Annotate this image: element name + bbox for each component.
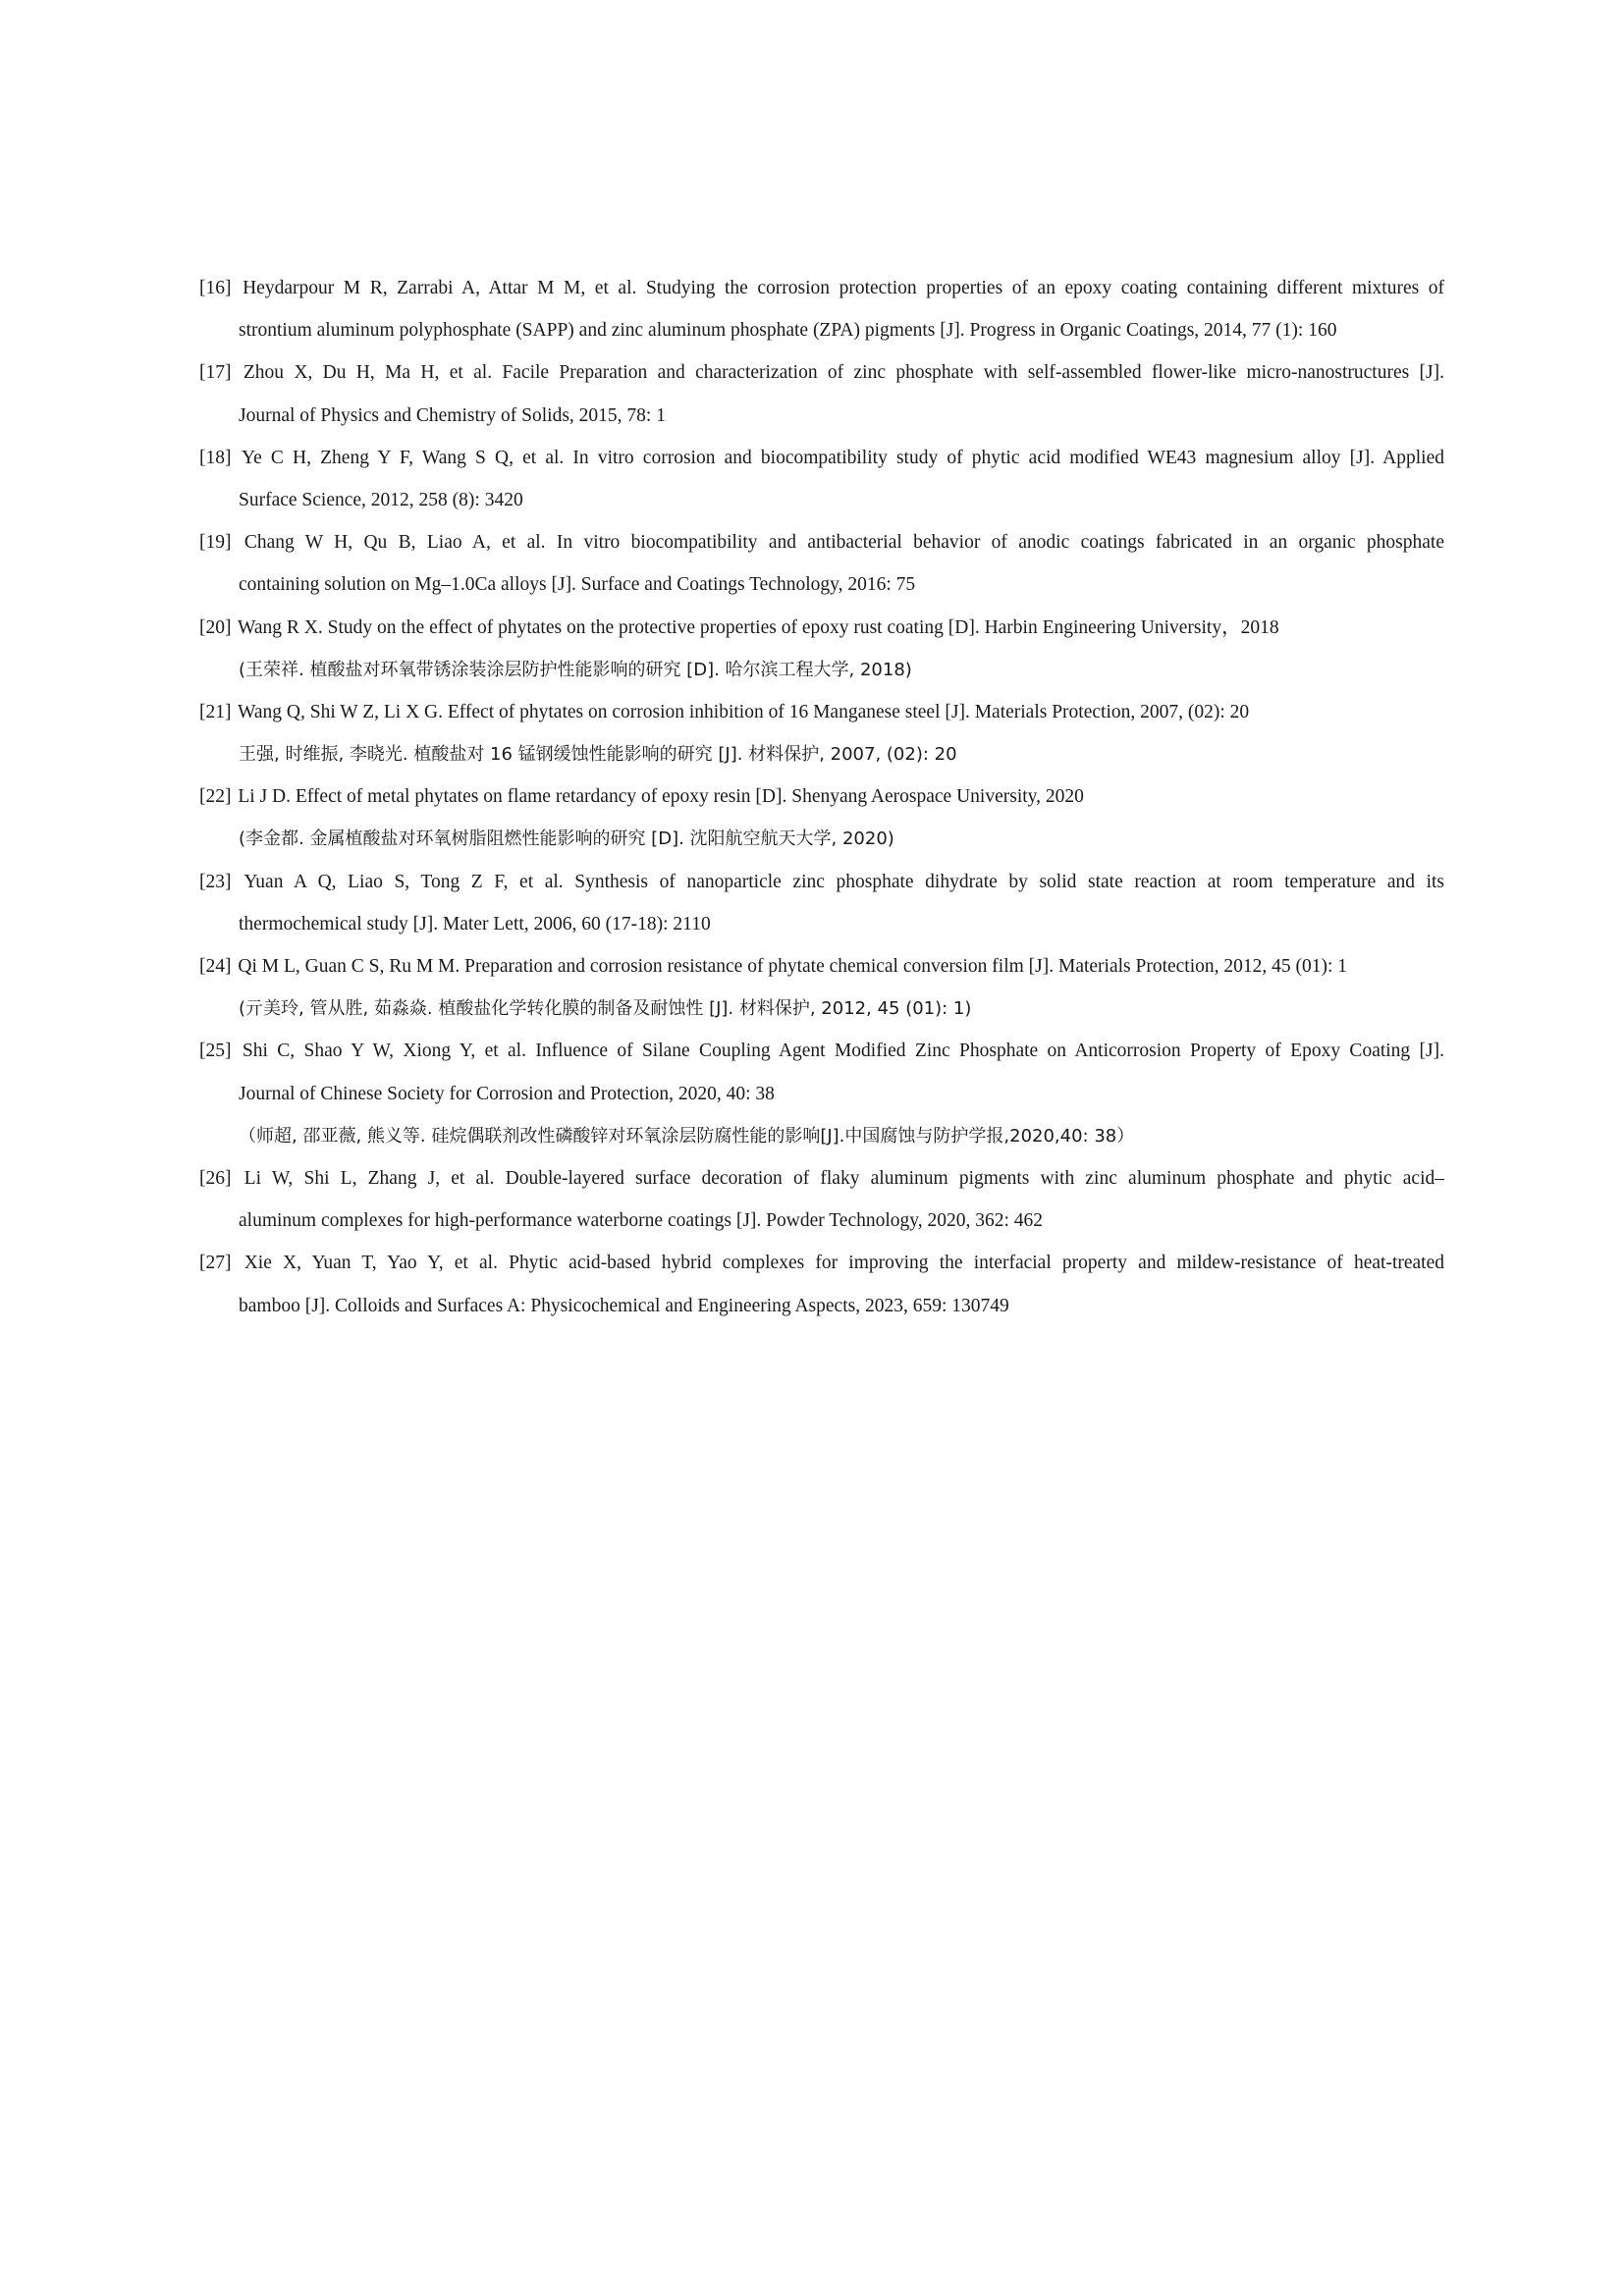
reference-text: thermochemical study [J]. Mater Lett, 2006, 60 (17-18): 2110: [239, 913, 711, 934]
reference-number: [23]: [199, 871, 232, 892]
reference-number: [19]: [199, 532, 232, 554]
reference-item: [199, 1242, 1444, 1326]
reference-line: [199, 351, 1444, 394]
reference-text: Surface Science, 2012, 258 (8): 3420: [239, 489, 523, 510]
reference-item: [199, 607, 1444, 691]
reference-item: [199, 1030, 1444, 1157]
reference-line: [199, 1242, 1444, 1284]
reference-number: [20]: [199, 616, 232, 638]
reference-number: [16]: [199, 278, 232, 298]
reference-number: [17]: [199, 362, 232, 384]
reference-item: [199, 1157, 1444, 1242]
reference-text: Li J D. Effect of metal phytates on flame retardancy of epoxy resin [D]. Shenyang Aerospace University, 2020: [238, 786, 1084, 808]
reference-text: bamboo [J]. Colloids and Surfaces A: Physicochemical and Engineering Aspects, 2023, 659: 130749: [239, 1295, 1009, 1316]
reference-item: [199, 861, 1444, 945]
reference-translation: 王强, 时维振, 李晓光. 植酸盐对 16 锰钢缓蚀性能影响的研究 [J]. 材料保护, 2007, (02): 20: [239, 744, 957, 766]
reference-line: [199, 607, 1444, 649]
reference-text: Ye C H, Zheng Y F, Wang S Q, et al. In vitro corrosion and biocompatibility study of phytic acid modified WE43 magnesium alloy [J]. Applied: [241, 447, 1444, 468]
reference-text: Li W, Shi L, Zhang J, et al. Double-layered surface decoration of flaky aluminum pigments with zinc aluminum phosphate and phytic acid–: [244, 1167, 1444, 1189]
reference-text: Wang Q, Shi W Z, Li X G. Effect of phytates on corrosion inhibition of 16 Manganese steel [J]. Materials Protection, 2007, (02): 20: [238, 701, 1250, 722]
reference-line: [199, 437, 1444, 479]
reference-item: [199, 351, 1444, 436]
reference-line: [199, 861, 1444, 903]
reference-item: [199, 437, 1444, 521]
reference-item: [199, 691, 1444, 775]
reference-text: Heydarpour M R, Zarrabi A, Attar M M, et al. Studying the corrosion protection properties of an epoxy coating containing different mixtures of: [243, 278, 1444, 298]
reference-line: [199, 267, 1444, 309]
reference-item: [199, 521, 1444, 606]
reference-translation: (王荣祥. 植酸盐对环氧带锈涂装涂层防护性能影响的研究 [D]. 哈尔滨工程大学, 2018): [239, 659, 912, 680]
reference-translation: （师超, 邵亚薇, 熊义等. 硅烷偶联剂改性磷酸锌对环氧涂层防腐性能的影响[J].中国腐蚀与防护学报,2020,40: 38）: [239, 1125, 1135, 1147]
reference-text: Yuan A Q, Liao S, Tong Z F, et al. Synthesis of nanoparticle zinc phosphate dihydrate by solid state reaction at room temperature and its: [244, 871, 1444, 892]
reference-number: [27]: [199, 1253, 232, 1274]
reference-text: Chang W H, Qu B, Liao A, et al. In vitro biocompatibility and antibacterial behavior of anodic coatings fabricated in an organic phosphate: [244, 532, 1444, 554]
reference-line: [199, 1030, 1444, 1072]
reference-line: [199, 691, 1444, 733]
reference-line: [199, 1157, 1444, 1200]
reference-item: [199, 775, 1444, 860]
reference-number: [26]: [199, 1167, 232, 1189]
reference-number: [24]: [199, 956, 232, 977]
reference-text: strontium aluminum polyphosphate (SAPP) and zinc aluminum phosphate (ZPA) pigments [J]. Progress in Organic Coatings, 2014, 77 (1): 160: [239, 320, 1337, 342]
reference-text: containing solution on Mg–1.0Ca alloys [J]. Surface and Coatings Technology, 2016: 75: [239, 574, 916, 596]
reference-text: aluminum complexes for high-performance waterborne coatings [J]. Powder Technology, 2020, 362: 462: [239, 1210, 1044, 1232]
reference-text: Shi C, Shao Y W, Xiong Y, et al. Influence of Silane Coupling Agent Modified Zinc Phosphate on Anticorrosion Property of Epoxy Coating [J].: [242, 1041, 1444, 1062]
reference-text: Journal of Physics and Chemistry of Solids, 2015, 78: 1: [239, 404, 666, 426]
reference-text: Qi M L, Guan C S, Ru M M. Preparation and corrosion resistance of phytate chemical conversion film [J]. Materials Protection, 2012, 45 (01): 1: [238, 956, 1348, 977]
reference-line: [199, 775, 1444, 818]
reference-number: [22]: [199, 786, 232, 808]
reference-line: [199, 521, 1444, 563]
reference-item: [199, 267, 1444, 351]
reference-text: Zhou X, Du H, Ma H, et al. Facile Preparation and characterization of zinc phosphate with self-assembled flower-like micro-nanostructures [J].: [243, 362, 1444, 384]
reference-number: [21]: [199, 701, 232, 722]
reference-line: [199, 945, 1444, 988]
reference-number: [18]: [199, 447, 232, 468]
reference-item: [199, 945, 1444, 1030]
reference-text: Journal of Chinese Society for Corrosion and Protection, 2020, 40: 38: [239, 1083, 775, 1104]
reference-translation: (李金都. 金属植酸盐对环氧树脂阻燃性能影响的研究 [D]. 沈阳航空航天大学, 2020): [239, 828, 894, 850]
reference-number: [25]: [199, 1041, 232, 1062]
reference-text: Wang R X. Study on the effect of phytates on the protective properties of epoxy rust coating [D]. Harbin Engineering University，2018: [238, 616, 1279, 638]
reference-list: [199, 267, 1444, 1327]
reference-text: Xie X, Yuan T, Yao Y, et al. Phytic acid-based hybrid complexes for improving the interfacial property and mildew-resistance of heat-treated: [244, 1253, 1444, 1274]
reference-translation: (亓美玲, 管从胜, 茹淼焱. 植酸盐化学转化膜的制备及耐蚀性 [J]. 材料保护, 2012, 45 (01): 1): [239, 998, 972, 1020]
